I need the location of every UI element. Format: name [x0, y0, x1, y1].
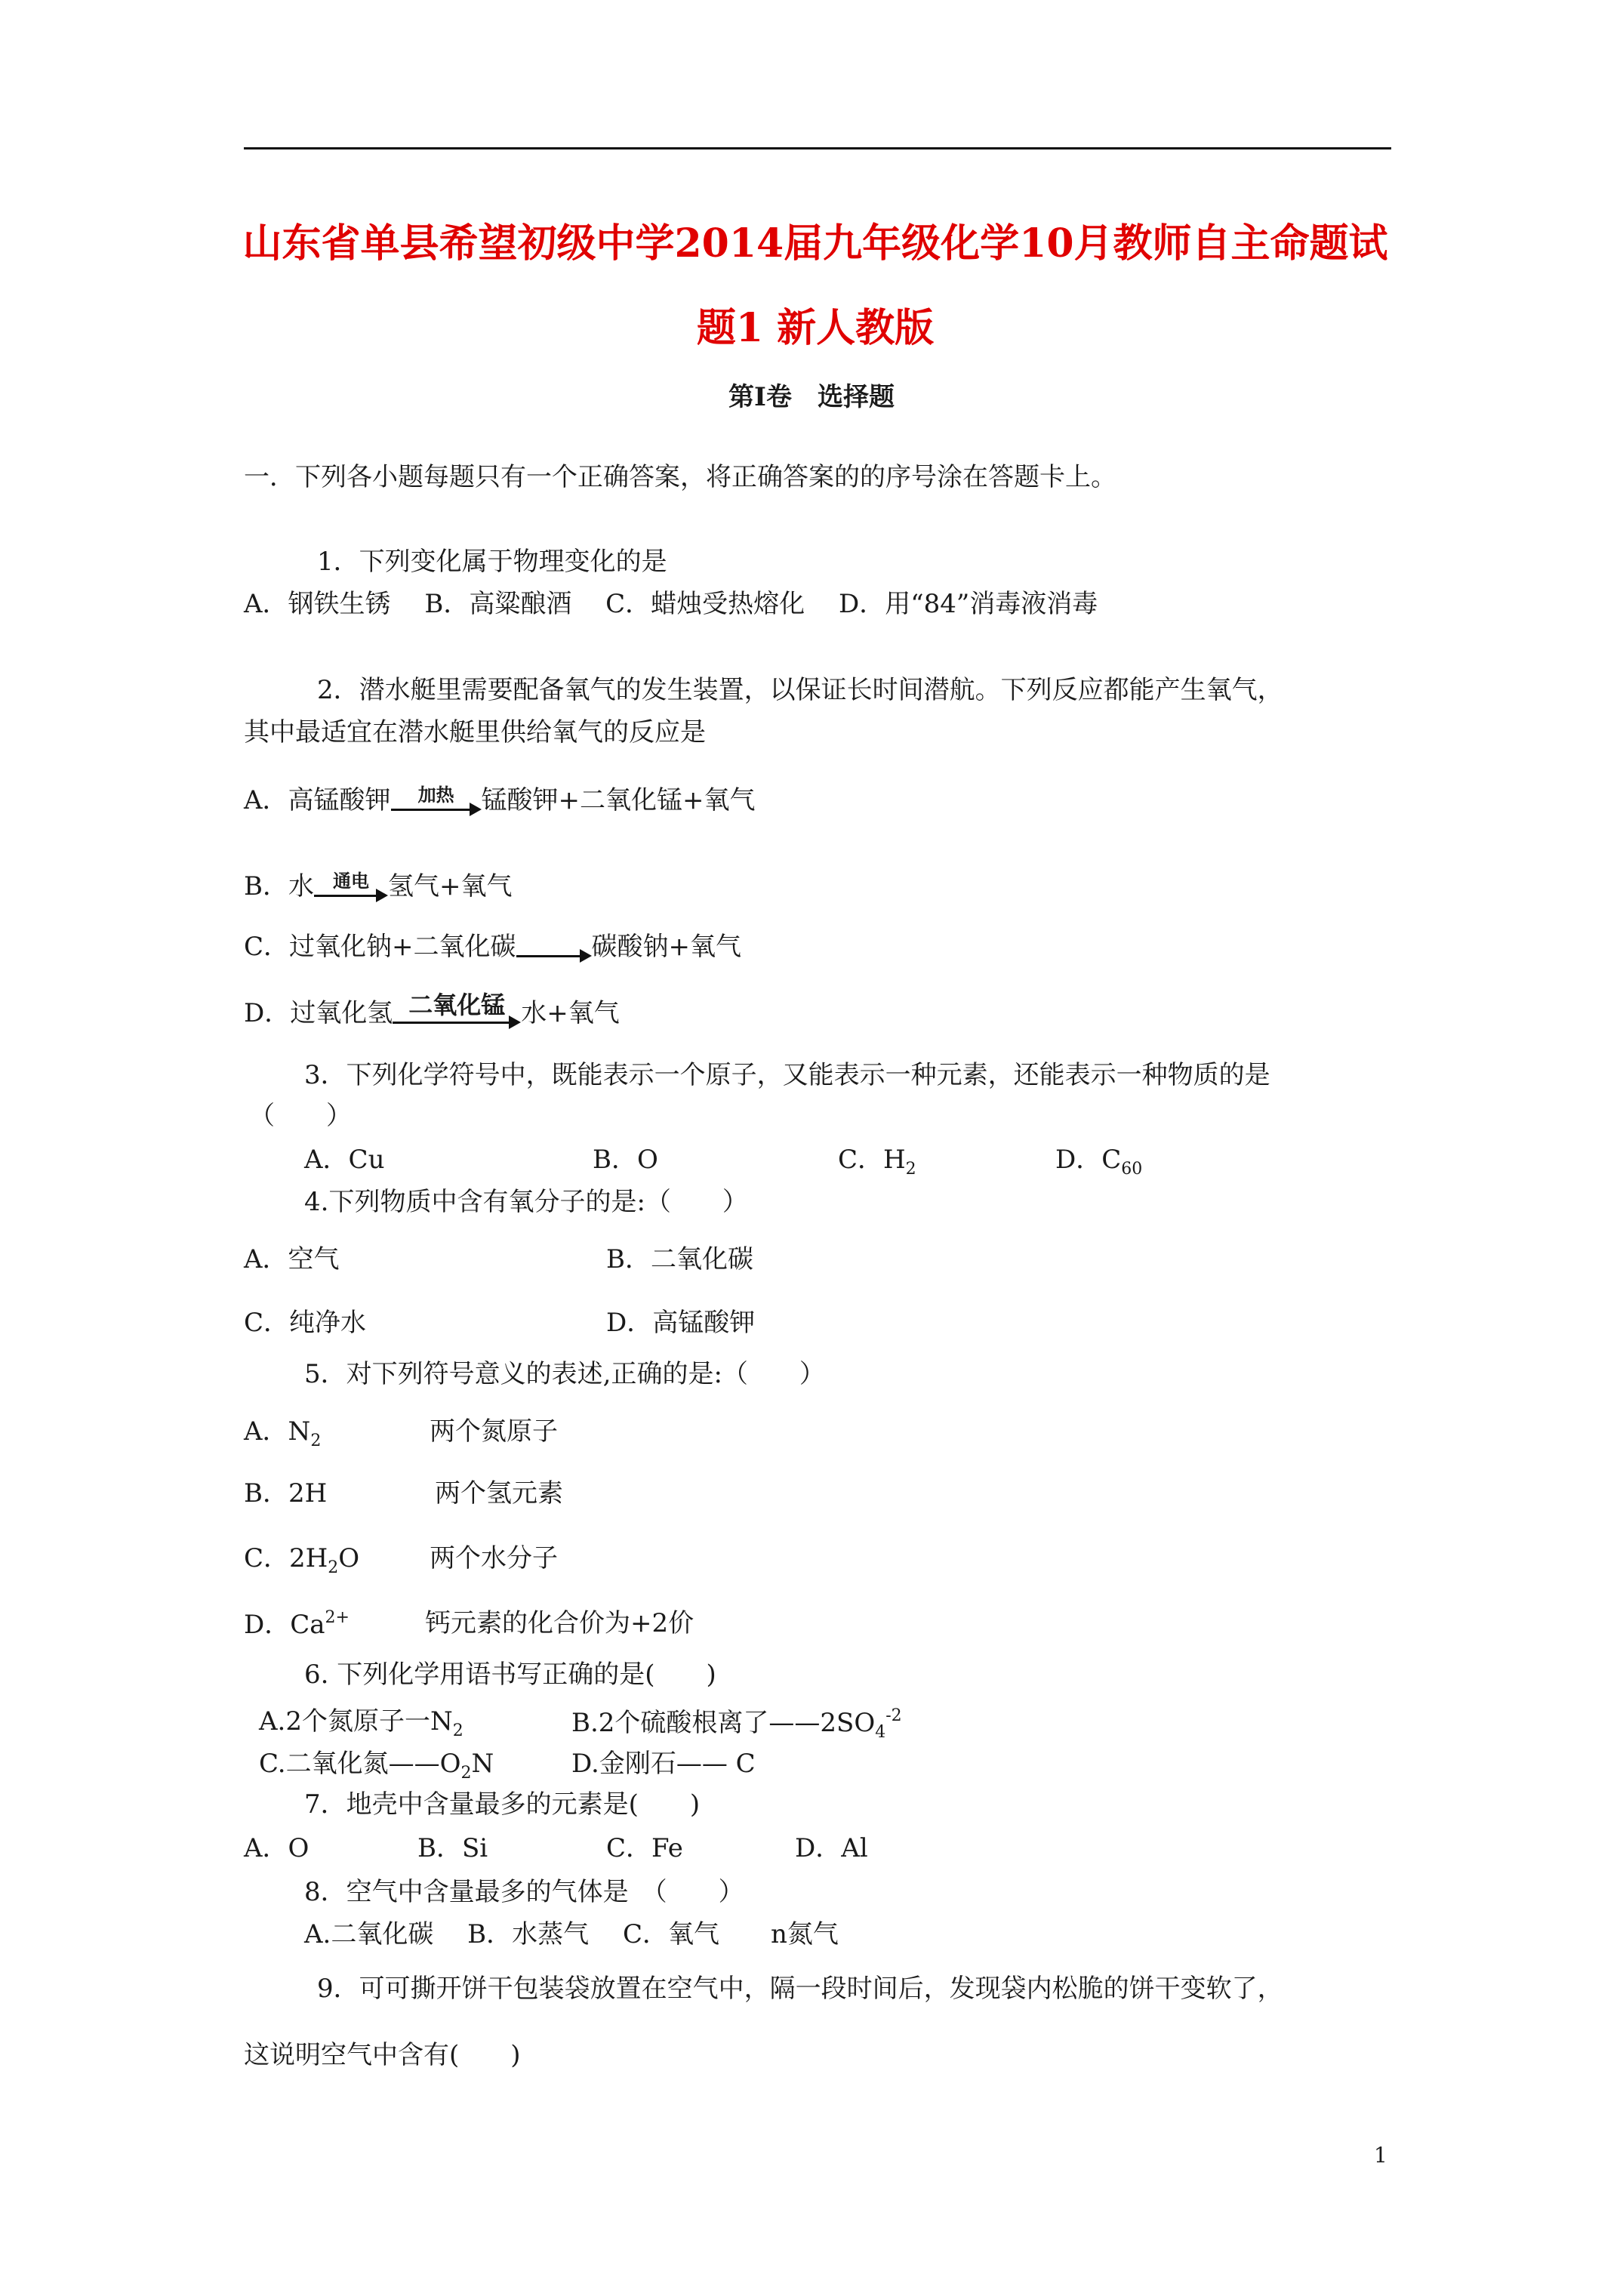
q3-option-a: A．Cu — [304, 1145, 385, 1175]
q5-option-a: A．$N_2$ 两个氮原子 — [244, 1416, 558, 1450]
q4-option-d: D．高锰酸钾 — [606, 1308, 756, 1338]
q4-stem: 4.下列物质中含有氧分子的是:（ ） — [304, 1187, 748, 1217]
q2-option-c: C．过氧化钠+二氧化碳 碳酸钠+氧气 — [244, 932, 742, 962]
q1-stem: 1．下列变化属于物理变化的是 — [317, 547, 667, 577]
q5-option-c: C．$2H_2O$ 两个水分子 — [244, 1543, 558, 1577]
q8-options: A.二氧化碳 B．水蒸气 C．氧气 n氮气 — [304, 1919, 839, 1949]
q1-options: A．钢铁生锈 B．高粱酿酒 C．蜡烛受热熔化 D．用“84”消毒液消毒 — [244, 589, 1098, 619]
page-number: 1 — [1374, 2143, 1387, 2168]
q2-stem-line1: 2．潜水艇里需要配备氧气的发生装置，以保证长时间潜航。下列反应都能产生氧气， — [317, 675, 1283, 705]
instruction: 一．下列各小题每题只有一个正确答案，将正确答案的的序号涂在答题卡上。 — [244, 462, 1116, 492]
q9-stem-line2: 这说明空气中含有( ) — [244, 2040, 521, 2070]
q7-option-a: A．O — [244, 1833, 310, 1863]
q3-option-d: D．$C_{60}$ — [1055, 1145, 1143, 1179]
q2-stem-line2: 其中最适宜在潜水艇里供给氧气的反应是 — [244, 717, 706, 747]
q6-option-a: A.2个氮原子一$N_2$ — [259, 1706, 463, 1740]
title-line-1: 山东省单县希望初级中学2014届九年级化学10月教师自主命题试 — [242, 220, 1388, 267]
q4-option-b: B．二氧化碳 — [606, 1244, 753, 1274]
section-heading: 第Ⅰ卷 选择题 — [728, 382, 895, 412]
q7-option-d: D．Al — [795, 1833, 868, 1863]
reaction-arrow: 加热 — [391, 787, 482, 817]
q4-option-c: C．纯净水 — [244, 1308, 367, 1338]
q3-stem-line1: 3．下列化学符号中，既能表示一个原子，又能表示一种元素，还能表示一种物质的是 — [304, 1060, 1270, 1090]
title-line-2: 题1 新人教版 — [696, 305, 935, 351]
q3-option-b: B．O — [593, 1145, 658, 1175]
q6-stem: 6. 下列化学用语书写正确的是( ) — [304, 1660, 716, 1690]
reaction-arrow: 二氧化锰 — [393, 1000, 521, 1030]
q3-stem-line2: （ ） — [249, 1101, 352, 1131]
q6-option-d: D.金刚石—— C — [571, 1749, 756, 1779]
q5-option-b: B．2H 两个氢元素 — [244, 1478, 563, 1509]
q2-option-d: D．过氧化氢 二氧化锰 水+氧气 — [244, 990, 620, 1028]
reaction-arrow — [516, 933, 592, 963]
header-rule — [244, 147, 1391, 149]
q5-option-d: D．$Ca^{2+}$ 钙元素的化合价为+2价 — [244, 1608, 694, 1640]
q3-option-c: C．$H_2$ — [838, 1145, 916, 1179]
q7-stem: 7．地壳中含量最多的元素是( ) — [304, 1789, 701, 1820]
q2-option-a: A．高锰酸钾 加热 锰酸钾+二氧化锰+氧气 — [244, 784, 756, 815]
q5-stem: 5．对下列符号意义的表述,正确的是:（ ） — [304, 1359, 825, 1389]
q6-option-b: B.2个硫酸根离了$——2SO_4^{-2}$ — [571, 1706, 902, 1742]
q2-option-b: B．水 通电 氢气+氧气 — [244, 870, 513, 901]
q9-stem-line1: 9．可可撕开饼干包装袋放置在空气中，隔一段时间后，发现袋内松脆的饼干变软了， — [317, 1974, 1283, 2004]
reaction-arrow: 通电 — [314, 873, 388, 903]
q4-option-a: A．空气 — [244, 1244, 340, 1274]
q6-option-c: C.二氧化氮$——O_2N$ — [259, 1749, 494, 1783]
q7-option-c: C．Fe — [606, 1833, 683, 1863]
q8-stem: 8．空气中含量最多的气体是 （ ） — [304, 1877, 744, 1907]
q7-option-b: B．Si — [417, 1833, 488, 1863]
